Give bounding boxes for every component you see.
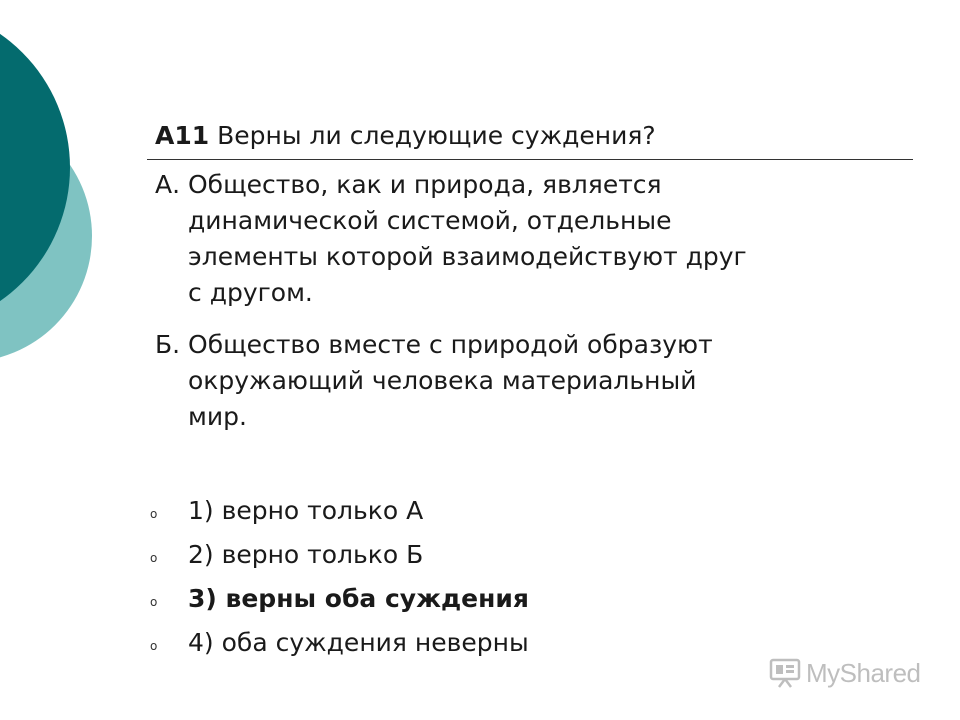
title-underline bbox=[147, 159, 913, 160]
statement-line: Б. Общество вместе с природой образуют bbox=[155, 330, 713, 359]
statement-line: динамической системой, отдельные bbox=[188, 206, 672, 235]
answer-option-text: 3) верны оба суждения bbox=[188, 584, 529, 613]
answer-option-text: 2) верно только Б bbox=[188, 540, 424, 569]
presentation-board-icon bbox=[768, 656, 802, 690]
statement-line: окружающий человека материальный bbox=[188, 366, 697, 395]
bullet-icon: o bbox=[150, 507, 158, 521]
question-number: А11 bbox=[155, 121, 210, 150]
statement-a bbox=[155, 167, 747, 311]
statement-b bbox=[155, 327, 713, 435]
watermark-text: MyShared bbox=[806, 657, 921, 688]
statement-line: мир. bbox=[188, 402, 247, 431]
statement-line: с другом. bbox=[188, 278, 313, 307]
answer-option-text: 4) оба суждения неверны bbox=[188, 628, 529, 657]
question-title bbox=[155, 118, 656, 154]
question-text: Верны ли следующие суждения? bbox=[217, 121, 656, 150]
statement-line: элементы которой взаимодействуют друг bbox=[188, 242, 747, 271]
bullet-icon: o bbox=[150, 551, 158, 565]
bullet-icon: o bbox=[150, 639, 158, 653]
answer-option-text: 1) верно только А bbox=[188, 496, 424, 525]
watermark bbox=[768, 655, 921, 691]
statement-line: А. Общество, как и природа, является bbox=[155, 170, 662, 199]
bullet-icon: o bbox=[150, 595, 158, 609]
